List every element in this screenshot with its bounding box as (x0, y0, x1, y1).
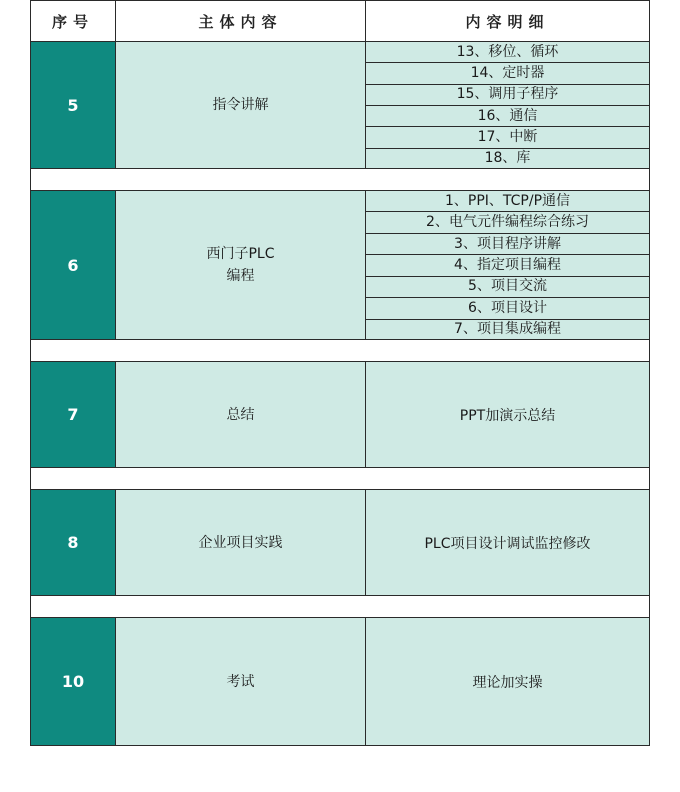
detail-item: 5、项目交流 (365, 276, 650, 298)
row-number: 7 (30, 361, 116, 468)
row-topic: 指令讲解 (115, 41, 366, 169)
detail-item: 16、通信 (365, 105, 650, 127)
row-detail: 理论加实操 (365, 617, 650, 746)
row-topic: 西门子PLC 编程 (115, 190, 366, 340)
row-topic: 总结 (115, 361, 366, 468)
detail-item: 13、移位、循环 (365, 41, 650, 63)
row-number: 6 (30, 190, 116, 340)
detail-item: 7、项目集成编程 (365, 319, 650, 341)
detail-item: 2、电气元件编程综合练习 (365, 211, 650, 233)
header-seq: 序号 (30, 0, 116, 42)
row-number: 5 (30, 41, 116, 169)
detail-item: 15、调用子程序 (365, 84, 650, 106)
detail-item: 3、项目程序讲解 (365, 233, 650, 255)
detail-item: 17、中断 (365, 126, 650, 148)
row-separator (30, 467, 650, 490)
detail-item: 14、定时器 (365, 62, 650, 84)
header-topic: 主体内容 (115, 0, 366, 42)
row-detail: PPT加演示总结 (365, 361, 650, 468)
detail-item: 18、库 (365, 148, 650, 170)
course-schedule-table (30, 0, 650, 747)
row-separator (30, 595, 650, 618)
detail-item: 6、项目设计 (365, 297, 650, 319)
row-number: 10 (30, 617, 116, 746)
row-topic: 企业项目实践 (115, 489, 366, 596)
header-detail: 内容明细 (365, 0, 650, 42)
row-number: 8 (30, 489, 116, 596)
row-separator (30, 168, 650, 191)
detail-item: 1、PPI、TCP/P通信 (365, 190, 650, 212)
row-separator (30, 339, 650, 362)
row-detail: PLC项目设计调试监控修改 (365, 489, 650, 596)
row-topic: 考试 (115, 617, 366, 746)
detail-item: 4、指定项目编程 (365, 254, 650, 276)
